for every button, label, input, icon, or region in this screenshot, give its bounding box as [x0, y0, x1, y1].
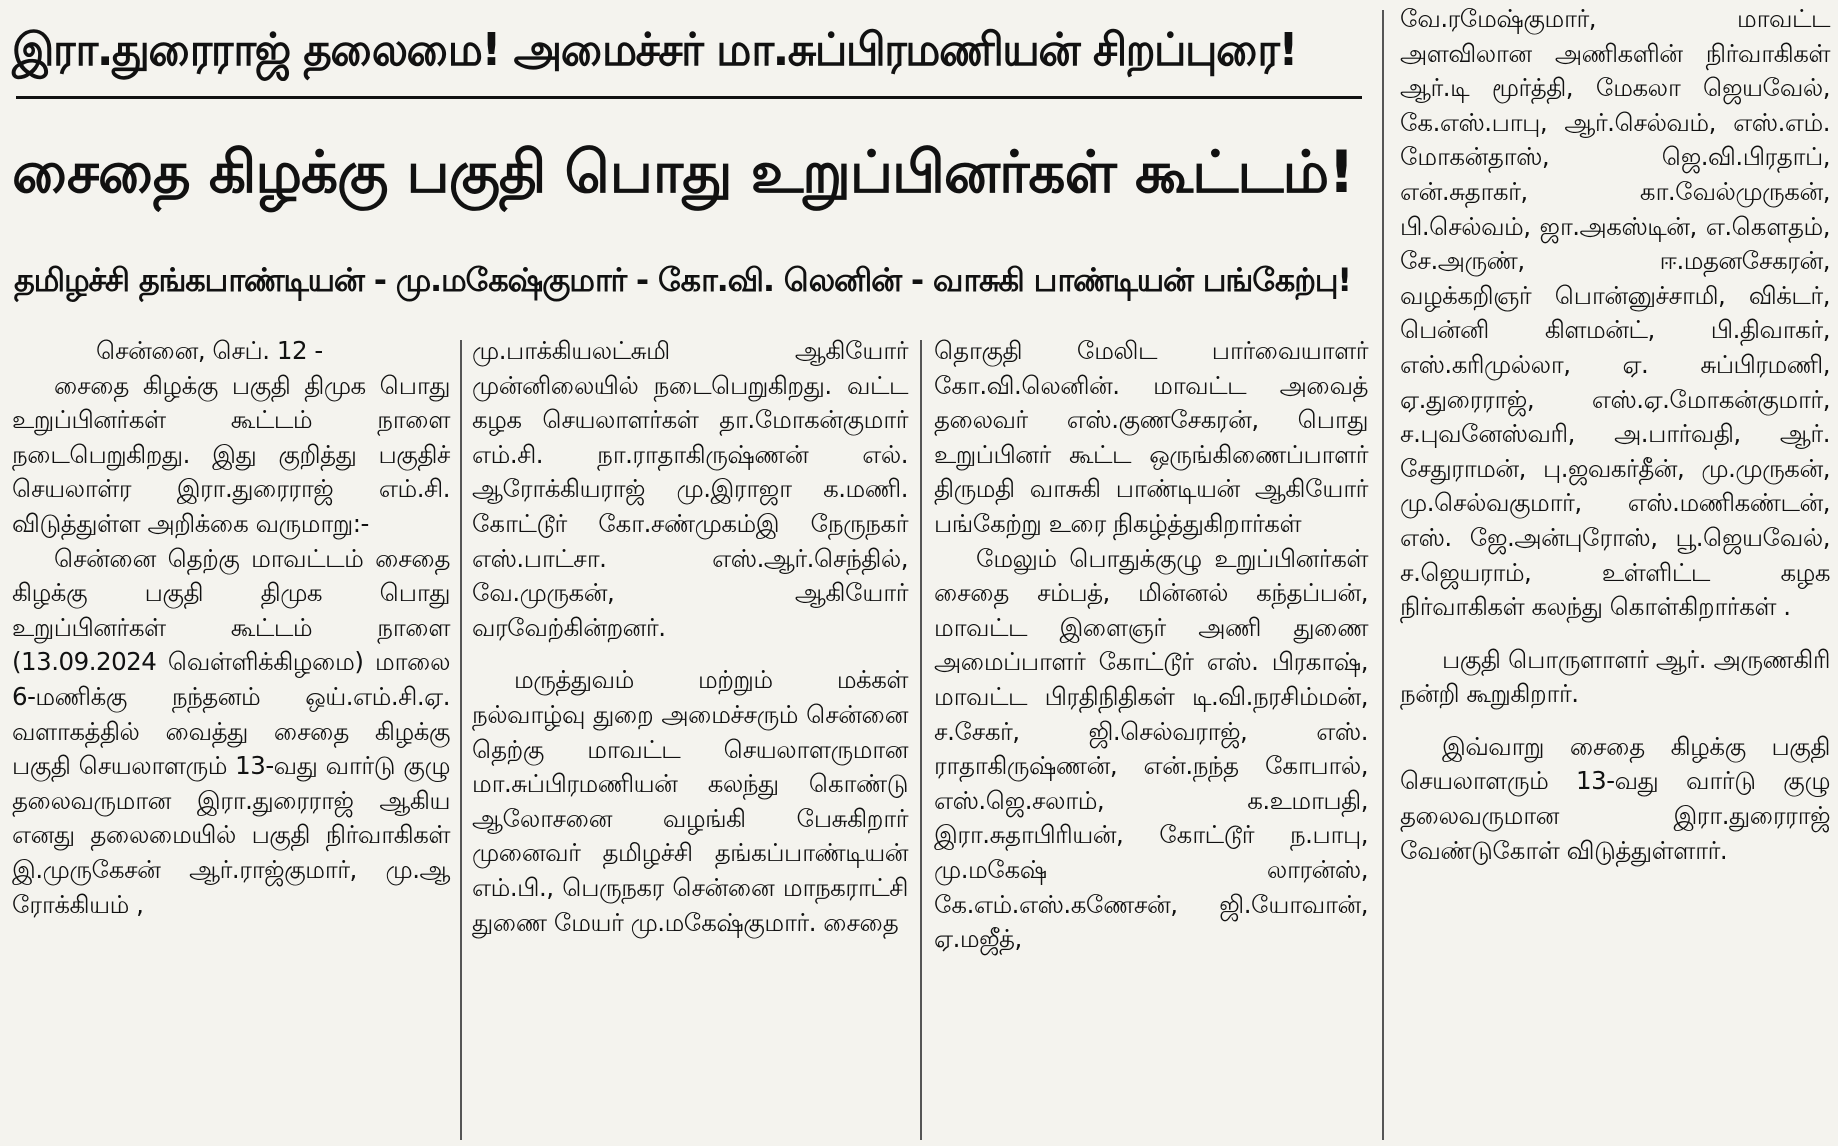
column-divider — [1382, 10, 1384, 1140]
column-divider — [460, 340, 462, 1140]
paragraph-speakers: தொகுதி மேலிட பார்வையாளர் கோ.வி.லெனின். மாவட்ட அவைத் தலைவர் எஸ்.குணசேகரன், பொது உறுப்பினர் கூட்ட ஒருங்கிணைப்பாளர் திருமதி வாசுகி பாண்டியன் ஆகியோர் பங்கேற்று உரை நிகழ்த்துகிறார்கள் — [934, 336, 1368, 538]
column-1 — [12, 334, 450, 922]
paragraph-intro: சைதை கிழக்கு பகுதி திமுக பொது உறுப்பினர்கள் கூட்டம் நாளை நடைபெறுகிறது. இது குறித்து பகுதிச் செயலாள்ர இரா.துரைராஜ் எம்.சி. விடுத்துள்ள அறிக்கை வருமாறு:- — [12, 370, 450, 538]
column-3 — [934, 334, 1368, 957]
paragraph-minister: மருத்துவம் மற்றும் மக்கள் நல்வாழ்வு துறை அமைச்சரும் சென்னை தெற்கு மாவட்ட செயலாளருமான மா.சுப்பிரமணியன் கலந்து கொண்டு ஆலோசனை வழங்கி பேசுகிறார் முனைவர் தமிழச்சி தங்கப்பாண்டியன் எம்.பி., பெருநகர சென்னை மாநகராட்சி துணை மேயர் மு.மகேஷ்குமார். சைதை — [472, 665, 908, 937]
subheadline: தமிழச்சி தங்கபாண்டியன் - மு.மகேஷ்குமார் - கோ.வி. லெனின் - வாசுகி பாண்டியன் பங்கேற்பு! — [14, 261, 1351, 299]
paragraph-vote-of-thanks: பகுதி பொருளாளர் ஆர். அருணகிரி நன்றி கூறுகிறார். — [1400, 644, 1830, 709]
main-headline: சைதை கிழக்கு பகுதி பொது உறுப்பினர்கள் கூட்டம்! — [12, 138, 1354, 206]
paragraph-participants: மேலும் பொதுக்குழு உறுப்பினர்கள் சைதை சம்பத், மின்னல் கந்தப்பன், மாவட்ட இளைஞர் அணி துணை அமைப்பாளர் கோட்டூர் எஸ். பிரகாஷ், மாவட்ட பிரதிநிதிகள் டி.வி.நரசிம்மன், ச.சேகர், ஜி.செல்வராஜ், எஸ். ராதாகிருஷ்ணன், என்.நந்த கோபால், எஸ்.ஜெ.சலாம், க.உமாபதி, இரா.சுதாபிரியன், கோட்டூர் ந.பாபு, மு.மகேஷ் லாரன்ஸ், கே.எம்.எஸ்.கணேசன், ஜி.யோவான், ஏ.மஜீத், — [934, 543, 1368, 954]
paragraph-closing: இவ்வாறு சைதை கிழக்கு பகுதி செயலாளரும் 13-வது வார்டு குழு தலைவருமான இரா.துரைராஜ் வேண்டுகோள் விடுத்துள்ளார். — [1400, 731, 1830, 865]
column-4 — [1400, 2, 1830, 868]
dateline: சென்னை, செப். 12 - — [96, 336, 323, 365]
column-2 — [472, 334, 908, 940]
column-divider — [920, 340, 922, 1140]
kicker-line: இரா.துரைராஜ் தலைமை! அமைச்சர் மா.சுப்பிரமணியன் சிறப்புரை! — [12, 23, 1297, 76]
paragraph-office-bearers: வே.ரமேஷ்குமார், மாவட்ட அளவிலான அணிகளின் நிர்வாகிகள் ஆர்.டி மூர்த்தி, மேகலா ஜெயவேல், கே.எஸ்.பாபு, ஆர்.செல்வம், எஸ்.எம். மோகன்தாஸ், ஜெ.வி.பிரதாப், என்.சுதாகர், கா.வேல்முருகன், பி.செல்வம், ஜா.அகஸ்டின், எ.கௌதம், சே.அருண், ஈ.மதனசேகரன், வழக்கறிஞர் பொன்னுச்சாமி, விக்டர், பென்னி கிளமன்ட், பி.திவாகர், எஸ்.கரிமுல்லா, ஏ. சுப்பிரமணி, ஏ.துரைராஜ், எஸ்.ஏ.மோகன்குமார், ச.புவனேஸ்வரி, அ.பார்வதி, ஆர். சேதுராமன், பு.ஜவகர்தீன், மு.முருகன், மு.செல்வகுமார், எஸ்.மணிகண்டன், எஸ். ஜே.அன்புரோஸ், பூ.ஜெயவேல், ச.ஜெயராம், உள்ளிட்ட கழக நிர்வாகிகள் கலந்து கொள்கிறார்கள் . — [1400, 4, 1830, 622]
headline-rule — [16, 96, 1362, 99]
paragraph-meeting-details: சென்னை தெற்கு மாவட்டம் சைதை கிழக்கு பகுதி திமுக பொது உறுப்பினர்கள் கூட்டம் நாளை (13.09.2024 வெள்ளிக்கிழமை) மாலை 6-மணிக்கு நந்தனம் ஒய்.எம்.சி.ஏ. வளாகத்தில் வைத்து சைதை கிழக்கு பகுதி செயலாளரும் 13-வது வார்டு குழு தலைவருமான இரா.துரைராஜ் ஆகிய எனது தலைமையில் பகுதி நிர்வாகிகள் இ.முருகேசன் ஆர்.ராஜ்குமார், மு.ஆ ரோக்கியம் , — [12, 543, 450, 919]
paragraph-welcome: மு.பாக்கியலட்சுமி ஆகியோர் முன்னிலையில் நடைபெறுகிறது. வட்ட கழக செயலாளர்கள் தா.மோகன்குமார் எம்.சி. நா.ராதாகிருஷ்ணன் எல். ஆரோக்கியராஜ் மு.இராஜா க.மணி. கோட்டூர் கோ.சண்முகம்இ நேருநகர் எஸ்.பாட்சா. எஸ்.ஆர்.செந்தில், வே.முருகன், ஆகியோர் வரவேற்கின்றனர். — [472, 336, 908, 642]
headline-block — [4, 0, 1370, 328]
